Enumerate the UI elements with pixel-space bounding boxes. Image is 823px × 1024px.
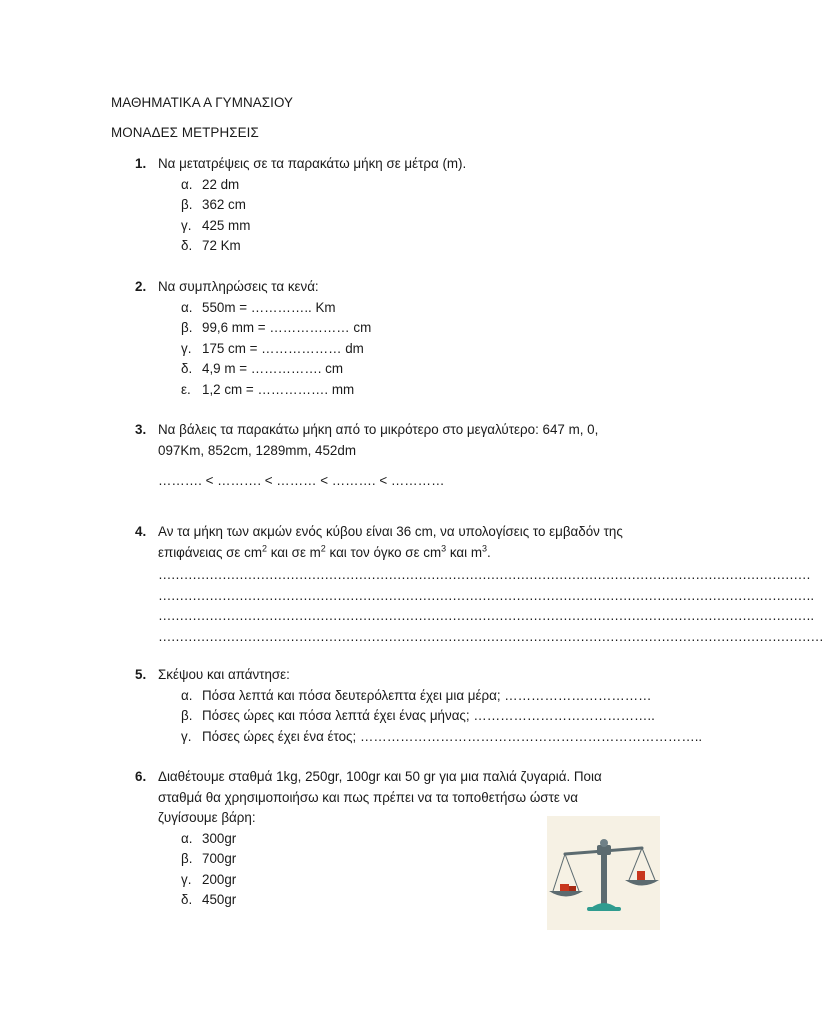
option-text: Πόσα λεπτά και πόσα δευτερόλεπτα έχει μια μέρα; ……………………………	[202, 687, 652, 703]
option-letter: δ.	[181, 892, 193, 907]
question-text-line: ζυγίσουμε βάρη:	[158, 810, 256, 825]
question-text-part: και τον όγκο σε cm	[325, 544, 442, 560]
option-text: 1,2 cm = ……………. mm	[202, 381, 355, 397]
option-letter: γ.	[181, 340, 192, 356]
option-text: 72 Km	[202, 238, 241, 253]
option-letter: β.	[181, 320, 193, 335]
question-text-part: και σε m	[266, 544, 321, 560]
option-letter: α.	[181, 299, 193, 315]
balance-scale-icon	[547, 816, 660, 930]
option-text: 300gr	[202, 830, 237, 846]
question-number: 1.	[135, 156, 147, 171]
option-list	[135, 298, 665, 401]
option-letter: γ.	[181, 728, 192, 744]
question-text: Να συμπληρώσεις τα κενά:	[158, 279, 319, 294]
option-item	[181, 318, 665, 339]
option-item	[181, 236, 665, 257]
question-text-line: Να βάλεις τα παρακάτω μήκη από το μικρότερο στο μεγαλύτερο: 647 m, 0,	[158, 422, 599, 437]
question-text-part: .	[487, 544, 491, 560]
question-number: 4.	[135, 524, 147, 539]
answer-line: ……………………………………………………………………………………………………………………………………….	[158, 608, 814, 623]
option-letter: γ.	[181, 217, 192, 233]
option-item	[181, 195, 665, 216]
question-4	[135, 522, 823, 647]
option-text: 362 cm	[202, 197, 246, 212]
question-text	[158, 420, 665, 461]
option-letter: δ.	[181, 361, 193, 376]
question-number: 2.	[135, 279, 147, 294]
option-letter: β.	[181, 708, 193, 723]
option-list	[135, 175, 665, 257]
page-title: ΜΑΘΗΜΑΤΙΚΑ Α ΓΥΜΝΑΣΙΟΥ	[111, 95, 294, 110]
option-item	[181, 216, 665, 237]
option-text: 450gr	[202, 892, 237, 907]
option-item	[181, 706, 655, 727]
option-text: 175 cm = ……………… dm	[202, 340, 364, 356]
answer-lines	[158, 565, 823, 647]
option-item	[181, 380, 665, 401]
option-item	[181, 298, 665, 319]
question-text-part: επιφάνειας σε cm	[158, 544, 262, 560]
option-letter: β.	[181, 851, 193, 866]
option-item	[181, 727, 703, 748]
option-item	[181, 686, 655, 707]
question-text-line: Αν τα μήκη των ακμών ενός κύβου είναι 36 cm, να υπολογίσεις το εμβαδόν της	[158, 524, 623, 539]
option-item	[181, 339, 665, 360]
question-text-line: σταθμά θα χρησιμοποιήσω και πως πρέπει να τα τοποθετήσω ώστε να	[158, 789, 578, 805]
question-2	[135, 277, 665, 400]
superscript: 2	[320, 543, 326, 554]
page-subtitle: ΜΟΝΑΔΕΣ ΜΕΤΡΗΣΕΙΣ	[111, 125, 259, 140]
question-text: Σκέψου και απάντησε:	[158, 667, 290, 682]
question-text-part: και m	[446, 544, 482, 560]
ordering-answer-line: ………. < ………. < ……… < ………. < …………	[158, 473, 445, 488]
option-text: 99,6 mm = ……………… cm	[202, 320, 372, 335]
question-5	[135, 665, 703, 747]
question-text: Να μετατρέψεις σε τα παρακάτω μήκη σε μέτρα (m).	[158, 156, 467, 171]
option-letter: β.	[181, 197, 193, 212]
question-number: 3.	[135, 422, 147, 437]
option-letter: α.	[181, 176, 193, 192]
option-text: 425 mm	[202, 217, 251, 233]
option-text: 4,9 m = ……………. cm	[202, 361, 343, 376]
option-letter: α.	[181, 830, 193, 846]
option-text: 550m = ………….. Km	[202, 299, 336, 315]
superscript: 3	[481, 543, 487, 554]
question-number: 5.	[135, 667, 147, 682]
superscript: 2	[261, 543, 267, 554]
option-item	[181, 175, 665, 196]
answer-line: ………………………………………………………………………………………………………………………………………	[158, 567, 811, 582]
option-text: 700gr	[202, 851, 237, 866]
option-letter: α.	[181, 687, 193, 703]
option-letter: δ.	[181, 238, 193, 253]
option-list	[135, 686, 703, 748]
option-text: Πόσες ώρες έχει ένα έτος; …………………………………………………………………..	[202, 728, 703, 744]
option-letter: γ.	[181, 871, 192, 887]
question-1	[135, 154, 665, 257]
question-text	[158, 522, 655, 563]
question-text-line: 097Km, 852cm, 1289mm, 452dm	[158, 442, 356, 458]
option-text: 22 dm	[202, 176, 240, 192]
superscript: 3	[441, 543, 447, 554]
question-text-line: Διαθέτουμε σταθμά 1kg, 250gr, 100gr και 50 gr για μια παλιά ζυγαριά. Ποια	[158, 769, 602, 784]
option-text: 200gr	[202, 871, 237, 887]
question-number: 6.	[135, 769, 147, 784]
option-item	[181, 359, 665, 380]
answer-line: ……………………………………………………………………………………………………………………………………….	[158, 587, 814, 603]
question-3	[135, 420, 665, 492]
option-letter: ε.	[181, 381, 191, 397]
option-text: Πόσες ώρες και πόσα λεπτά έχει ένας μήνας; …………………………………..	[202, 708, 655, 723]
balance-scale-illustration	[547, 816, 660, 930]
answer-line: …………………………………………………………………………………………………………………………………………	[158, 628, 823, 644]
